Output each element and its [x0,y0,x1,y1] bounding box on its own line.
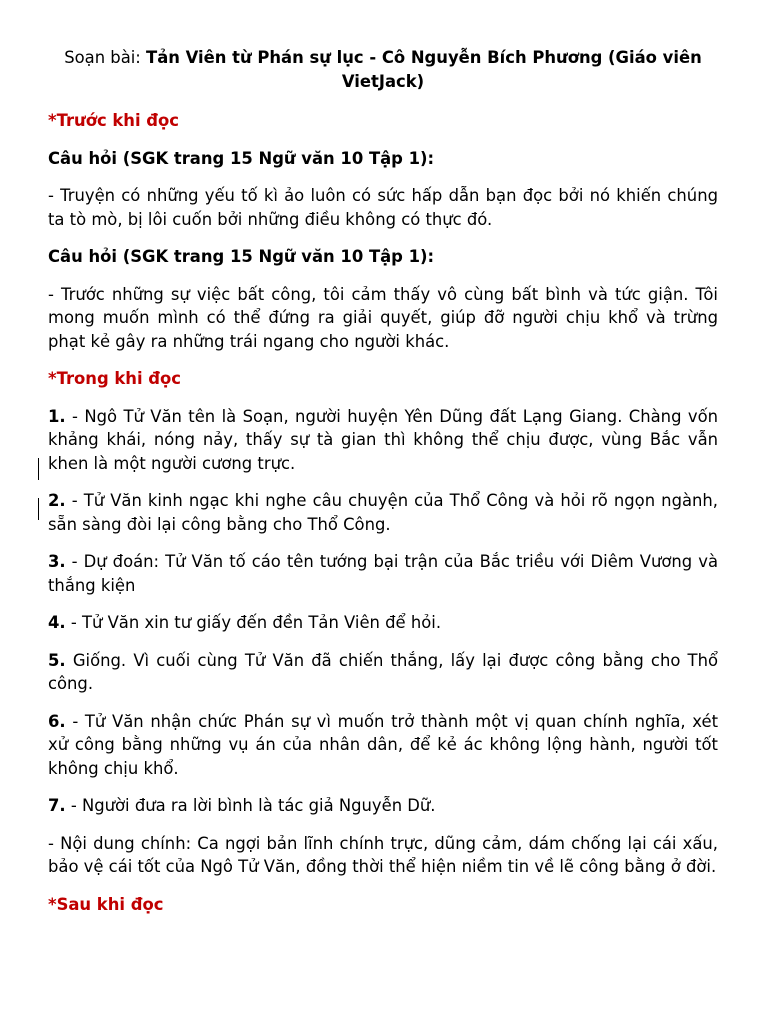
numbered-item [48,489,718,536]
document-content [48,46,718,930]
question-heading: Câu hỏi (SGK trang 15 Ngữ văn 10 Tập 1): [48,247,435,266]
section-heading-before: *Trước khi đọc [48,111,179,130]
title-bold: Tản Viên từ Phán sự lục - Cô Nguyễn Bích Phương (Giáo viên VietJack) [146,48,702,91]
page-title [48,46,718,93]
item-number: 7. [48,796,66,815]
item-text: Giống. Vì cuối cùng Tử Văn đã chiến thắng, lấy lại được công bằng cho Thổ công. [48,650,718,693]
item-number: 2. [48,491,66,510]
numbered-item [48,550,718,597]
item-number: 5. [48,650,66,670]
text-cursor-mark [38,458,39,480]
item-text: - Dự đoán: Tử Văn tố cáo tên tướng bại trận của Bắc triều với Diêm Vương và thắng kiện [48,552,718,595]
item-number: 3. [48,552,66,571]
numbered-item [48,794,718,818]
answer-paragraph: - Truyện có những yếu tố kì ảo luôn có sức hấp dẫn bạn đọc bởi nó khiến chúng ta tò mò, bị lôi cuốn bởi những điều không có thực đó. [48,186,718,229]
numbered-item [48,710,718,781]
item-text: - Tử Văn kinh ngạc khi nghe câu chuyện của Thổ Công và hỏi rõ ngọn ngành, sẵn sàng đòi lại công bằng cho Thổ Công. [48,491,718,534]
section-heading-during: *Trong khi đọc [48,369,182,388]
numbered-item [48,649,718,696]
item-text: - Tử Văn nhận chức Phán sự vì muốn trở thành một vị quan chính nghĩa, xét xử công bằng những vụ án của nhân dân, để kẻ ác không lộng hành, người tốt không chịu khổ. [48,711,718,778]
question-heading: Câu hỏi (SGK trang 15 Ngữ văn 10 Tập 1): [48,148,435,168]
title-prefix: Soạn bài: [64,48,147,67]
numbered-item [48,611,718,635]
item-number: 4. [48,613,66,632]
section-heading-after: *Sau khi đọc [48,894,164,914]
item-text: - Tử Văn xin tư giấy đến đền Tản Viên để hỏi. [65,613,442,632]
item-number: 6. [48,711,66,731]
text-cursor-mark [38,498,39,520]
item-number: 1. [48,406,66,426]
item-text: - Ngô Tử Văn tên là Soạn, người huyện Yên Dũng đất Lạng Giang. Chàng vốn khảng khái, nóng nảy, thấy sự tà gian thì không thể chịu được, vùng Bắc vẫn khen là một người cương trực. [48,406,718,473]
summary-paragraph: - Nội dung chính: Ca ngợi bản lĩnh chính trực, dũng cảm, dám chống lại cái xấu, bảo vệ cái tốt của Ngô Tử Văn, đồng thời thể hiện niềm tin về lẽ công bằng ở đời. [48,833,718,876]
numbered-item [48,405,718,476]
answer-paragraph: - Trước những sự việc bất công, tôi cảm thấy vô cùng bất bình và tức giận. Tôi mong muốn mình có thể đứng ra giải quyết, giúp đỡ người chịu khổ và trừng phạt kẻ gây ra những trái ngang cho người khác. [48,284,718,351]
item-text: - Người đưa ra lời bình là tác giả Nguyễn Dữ. [65,796,436,815]
